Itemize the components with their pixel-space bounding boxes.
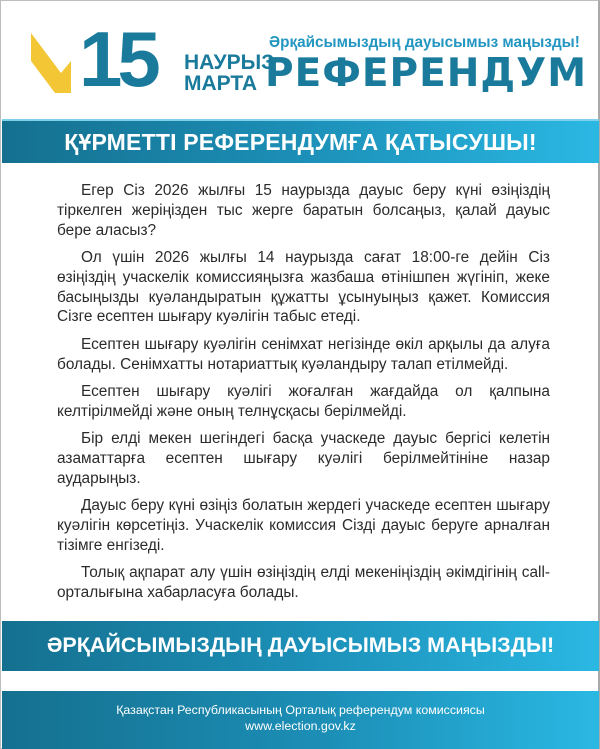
logo-month-kazakh: НАУРЫЗ: [184, 51, 275, 74]
logo-number: 15: [79, 15, 156, 103]
paragraph: Есептен шығару куәлігін сенімхат негізінде өкіл арқылы да алуға болады. Сенімхатты нотариаттық куәландыру талап етілмейді.: [57, 335, 550, 373]
logo-month: [184, 52, 274, 94]
paragraph: Толық ақпарат алу үшін өзіңіздің елді мекеніңіздің әкімдігінің call-орталығына хабарласуға болады.: [57, 564, 550, 601]
referendum-logo: [31, 15, 275, 103]
paragraph: Бір елді мекен шегіндегі басқа учаскеде дауыс бергісі келетін азаматтарға есептен шығару куәлігі берілмейтініне назар аударыңыз.: [57, 430, 550, 487]
footer-organization: Қазақстан Республикасының Орталық референдум комиссиясы: [116, 703, 485, 717]
paragraph: Дауыс беру күні өзіңіз болатын жердегі учаскеде есептен шығару куәлігін көрсетіңіз. Учаскелік комиссия Сізді дауыс беруге арналған тізімге енгізеді.: [57, 497, 550, 554]
paragraph: Егер Сіз 2026 жылғы 15 наурызда дауыс беру күні өзіңіздің тіркелген жеріңізден тыс жерге баратын болсаңыз, қалай дауыс бере аласыз?: [57, 182, 550, 239]
body-text: [57, 181, 550, 610]
footer: [2, 691, 599, 749]
tagline: Әрқайсымыздың дауысымыз маңызды!: [269, 34, 580, 51]
footer-website-link[interactable]: www.election.gov.kz: [245, 719, 356, 733]
slogan-banner: ӘРҚАЙСЫМЫЗДЫҢ ДАУЫСЫМЫЗ МАҢЫЗДЫ!: [2, 621, 599, 671]
logo-month-russian: МАРТА: [184, 72, 258, 95]
paragraph: Есептен шығару куәлігі жоғалған жағдайда ол қалпына келтірілмейді және оның телнұсқасы берілмейді.: [57, 382, 550, 420]
paragraph: Ол үшін 2026 жылғы 14 наурызда сағат 18:00-ге дейін Сіз өзіңіздің учаскелік комиссияңызға жазбаша өтінішпен жүгініп, жеке басыңызды куәландыратын құжатты ұсынуыңыз қажет. Комиссия Сізге есептен шығару куәлігін табыс етеді.: [57, 248, 550, 326]
page-title: РЕФЕРЕНДУМ: [265, 51, 588, 96]
header: [1, 1, 600, 113]
greeting-banner: ҚҰРМЕТТІ РЕФЕРЕНДУМҒА ҚАТЫСУШЫ!: [2, 119, 599, 163]
